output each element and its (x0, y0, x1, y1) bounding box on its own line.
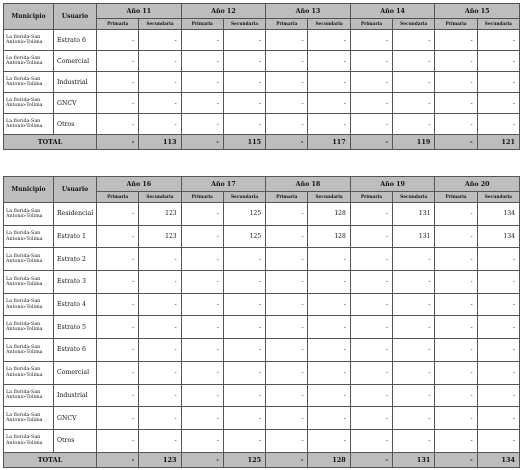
total-value-cell: 113 (139, 135, 181, 150)
header-municipio: Municipio (4, 4, 54, 30)
municipio-cell: La florida-San Antonio-Tolima (4, 316, 54, 339)
value-cell: - (181, 361, 223, 384)
value-cell: - (266, 316, 308, 339)
value-cell: - (350, 339, 392, 362)
value-cell: - (308, 407, 350, 430)
value-cell: - (393, 114, 435, 135)
subheader-primaria: Primaria (350, 19, 392, 30)
table-row (4, 51, 520, 72)
usuario-cell: GNCV (54, 93, 97, 114)
value-cell: - (181, 339, 223, 362)
value-cell: 131 (393, 203, 435, 226)
usuario-cell: Residencial (54, 203, 97, 226)
subheader-secundaria: Secundaria (308, 19, 350, 30)
value-cell: - (266, 114, 308, 135)
subheader-secundaria: Secundaria (223, 19, 265, 30)
value-cell: - (350, 293, 392, 316)
value-cell: - (97, 407, 139, 430)
value-cell: - (477, 316, 519, 339)
value-cell: - (223, 339, 265, 362)
value-cell: - (223, 72, 265, 93)
value-cell: - (350, 30, 392, 51)
value-cell: - (350, 271, 392, 294)
value-cell: - (266, 30, 308, 51)
subheader-secundaria: Secundaria (393, 19, 435, 30)
value-cell: - (266, 271, 308, 294)
header-year: Año 18 (266, 177, 351, 192)
value-cell: - (97, 30, 139, 51)
value-cell: - (181, 407, 223, 430)
value-cell: - (393, 30, 435, 51)
value-cell: - (308, 271, 350, 294)
municipio-cell: La florida-San Antonio-Tolima (4, 93, 54, 114)
value-cell: - (393, 72, 435, 93)
total-value-cell: - (97, 135, 139, 150)
total-value-cell: 115 (223, 135, 265, 150)
value-cell: - (139, 51, 181, 72)
table-row (4, 271, 520, 294)
total-value-cell: 125 (223, 452, 265, 467)
subheader-secundaria: Secundaria (477, 19, 519, 30)
value-cell: - (308, 293, 350, 316)
subheader-primaria: Primaria (97, 192, 139, 203)
value-cell: - (350, 51, 392, 72)
header-usuario: Usuario (54, 4, 97, 30)
value-cell: - (139, 248, 181, 271)
value-cell: - (223, 271, 265, 294)
municipio-cell: La florida-San Antonio-Tolima (4, 429, 54, 452)
municipio-cell: La florida-San Antonio-Tolima (4, 407, 54, 430)
value-cell: - (139, 72, 181, 93)
table-row (4, 339, 520, 362)
value-cell: - (139, 361, 181, 384)
value-cell: - (435, 429, 477, 452)
value-cell: - (477, 248, 519, 271)
value-cell: - (477, 407, 519, 430)
usuario-cell: Estrato 4 (54, 293, 97, 316)
value-cell: - (435, 93, 477, 114)
table-row (4, 293, 520, 316)
value-cell: - (97, 316, 139, 339)
header-year: Año 12 (181, 4, 266, 19)
value-cell: - (350, 93, 392, 114)
value-cell: - (181, 429, 223, 452)
value-cell: - (223, 248, 265, 271)
table-row (4, 316, 520, 339)
table-row (4, 384, 520, 407)
value-cell: - (139, 293, 181, 316)
value-cell: - (350, 429, 392, 452)
value-cell: - (393, 339, 435, 362)
value-cell: - (97, 361, 139, 384)
value-cell: - (266, 72, 308, 93)
total-value-cell: - (350, 452, 392, 467)
value-cell: - (266, 293, 308, 316)
value-cell: - (393, 271, 435, 294)
municipio-cell: La florida-San Antonio-Tolima (4, 72, 54, 93)
subheader-secundaria: Secundaria (223, 192, 265, 203)
value-cell: - (350, 72, 392, 93)
value-cell: - (139, 93, 181, 114)
value-cell: - (477, 93, 519, 114)
table-row (4, 407, 520, 430)
usuario-cell: Comercial (54, 361, 97, 384)
value-cell: - (350, 248, 392, 271)
value-cell: - (266, 203, 308, 226)
value-cell: - (350, 361, 392, 384)
value-cell: - (266, 51, 308, 72)
municipio-cell: La florida-San Antonio-Tolima (4, 271, 54, 294)
header-year: Año 20 (435, 177, 520, 192)
value-cell: 134 (477, 225, 519, 248)
value-cell: - (97, 72, 139, 93)
value-cell: - (393, 248, 435, 271)
value-cell: - (266, 361, 308, 384)
municipio-cell: La florida-San Antonio-Tolima (4, 384, 54, 407)
subheader-primaria: Primaria (97, 19, 139, 30)
value-cell: - (97, 293, 139, 316)
total-value-cell: - (266, 135, 308, 150)
header-usuario: Usuario (54, 177, 97, 203)
value-cell: - (181, 203, 223, 226)
municipio-cell: La florida-San Antonio-Tolima (4, 51, 54, 72)
value-cell: 134 (477, 203, 519, 226)
value-cell: - (266, 93, 308, 114)
value-cell: - (393, 384, 435, 407)
value-cell: - (181, 271, 223, 294)
table-body (4, 30, 520, 150)
total-value-cell: - (181, 135, 223, 150)
subheader-secundaria: Secundaria (139, 192, 181, 203)
value-cell: - (435, 225, 477, 248)
header-year: Año 14 (350, 4, 435, 19)
value-cell: - (435, 316, 477, 339)
table-row (4, 203, 520, 226)
value-cell: - (435, 114, 477, 135)
value-cell: - (350, 114, 392, 135)
subheader-primaria: Primaria (181, 19, 223, 30)
value-cell: - (477, 293, 519, 316)
value-cell: - (350, 203, 392, 226)
table-row (4, 361, 520, 384)
value-cell: - (435, 293, 477, 316)
value-cell: 125 (223, 203, 265, 226)
header-year: Año 19 (350, 177, 435, 192)
value-cell: - (97, 114, 139, 135)
municipio-cell: La florida-San Antonio-Tolima (4, 248, 54, 271)
value-cell: - (181, 225, 223, 248)
usuario-cell: Estrato 1 (54, 225, 97, 248)
value-cell: - (308, 93, 350, 114)
value-cell: - (139, 339, 181, 362)
total-value-cell: - (266, 452, 308, 467)
value-cell: - (308, 51, 350, 72)
header-year: Año 17 (181, 177, 266, 192)
value-cell: - (223, 30, 265, 51)
municipio-cell: La florida-San Antonio-Tolima (4, 361, 54, 384)
value-cell: - (393, 316, 435, 339)
header-year: Año 16 (97, 177, 182, 192)
value-cell: - (97, 248, 139, 271)
value-cell: - (223, 316, 265, 339)
value-cell: 131 (393, 225, 435, 248)
total-value-cell: 121 (477, 135, 519, 150)
subheader-primaria: Primaria (350, 192, 392, 203)
usuario-cell: Estrato 3 (54, 271, 97, 294)
municipio-cell: La florida-San Antonio-Tolima (4, 339, 54, 362)
value-cell: - (181, 384, 223, 407)
table-row (4, 114, 520, 135)
value-cell: - (393, 407, 435, 430)
subheader-primaria: Primaria (435, 192, 477, 203)
value-cell: - (97, 339, 139, 362)
table-row (4, 429, 520, 452)
value-cell: - (308, 248, 350, 271)
value-cell: - (181, 293, 223, 316)
value-cell: - (308, 339, 350, 362)
value-cell: - (181, 248, 223, 271)
value-cell: - (139, 384, 181, 407)
value-cell: - (477, 339, 519, 362)
value-cell: - (223, 293, 265, 316)
total-value-cell: - (97, 452, 139, 467)
table-row (4, 93, 520, 114)
value-cell: - (139, 114, 181, 135)
value-cell: - (393, 93, 435, 114)
value-cell: - (181, 72, 223, 93)
value-cell: - (97, 384, 139, 407)
value-cell: - (477, 30, 519, 51)
subheader-primaria: Primaria (181, 192, 223, 203)
subheader-secundaria: Secundaria (477, 192, 519, 203)
total-value-cell: 131 (393, 452, 435, 467)
municipio-cell: La florida-San Antonio-Tolima (4, 30, 54, 51)
header-year: Año 15 (435, 4, 520, 19)
subheader-secundaria: Secundaria (308, 192, 350, 203)
table-row (4, 225, 520, 248)
usuario-cell: Industrial (54, 384, 97, 407)
value-cell: - (223, 429, 265, 452)
value-cell: - (435, 203, 477, 226)
value-cell: - (477, 72, 519, 93)
subheader-primaria: Primaria (435, 19, 477, 30)
value-cell: - (308, 72, 350, 93)
value-cell: - (308, 361, 350, 384)
municipio-cell: La florida-San Antonio-Tolima (4, 203, 54, 226)
subheader-primaria: Primaria (266, 192, 308, 203)
value-cell: - (435, 51, 477, 72)
value-cell: - (308, 114, 350, 135)
value-cell: - (97, 429, 139, 452)
value-cell: - (477, 114, 519, 135)
value-cell: - (350, 316, 392, 339)
total-value-cell: - (435, 452, 477, 467)
value-cell: - (266, 248, 308, 271)
value-cell: - (477, 271, 519, 294)
value-cell: 128 (308, 203, 350, 226)
value-cell: - (350, 384, 392, 407)
value-cell: - (435, 271, 477, 294)
value-cell: - (435, 384, 477, 407)
value-cell: - (223, 361, 265, 384)
value-cell: - (308, 429, 350, 452)
value-cell: - (477, 429, 519, 452)
total-row (4, 452, 520, 467)
subheader-secundaria: Secundaria (393, 192, 435, 203)
value-cell: - (223, 51, 265, 72)
value-cell: - (139, 316, 181, 339)
value-cell: 128 (308, 225, 350, 248)
value-cell: - (393, 293, 435, 316)
value-cell: - (393, 429, 435, 452)
value-cell: 125 (223, 225, 265, 248)
total-value-cell: 128 (308, 452, 350, 467)
usuario-cell: Otros (54, 114, 97, 135)
value-cell: - (139, 271, 181, 294)
usuario-cell: Comercial (54, 51, 97, 72)
value-cell: - (308, 30, 350, 51)
usuario-cell: Estrato 5 (54, 316, 97, 339)
subheader-secundaria: Secundaria (139, 19, 181, 30)
value-cell: - (266, 384, 308, 407)
value-cell: - (266, 429, 308, 452)
projection-table-years-11-15 (3, 3, 520, 150)
value-cell: - (181, 93, 223, 114)
value-cell: - (97, 271, 139, 294)
value-cell: - (181, 51, 223, 72)
value-cell: - (435, 407, 477, 430)
value-cell: - (435, 361, 477, 384)
table-body (4, 203, 520, 468)
municipio-cell: La florida-San Antonio-Tolima (4, 225, 54, 248)
value-cell: - (139, 407, 181, 430)
value-cell: - (477, 361, 519, 384)
value-cell: - (97, 203, 139, 226)
total-value-cell: 119 (393, 135, 435, 150)
total-value-cell: - (350, 135, 392, 150)
value-cell: - (223, 93, 265, 114)
projection-table-years-16-20 (3, 176, 520, 468)
value-cell: - (97, 225, 139, 248)
total-value-cell: - (435, 135, 477, 150)
municipio-cell: La florida-San Antonio-Tolima (4, 114, 54, 135)
total-label: TOTAL (4, 135, 97, 150)
value-cell: - (223, 384, 265, 407)
value-cell: - (393, 361, 435, 384)
total-value-cell: 134 (477, 452, 519, 467)
value-cell: - (223, 407, 265, 430)
value-cell: - (181, 30, 223, 51)
header-year: Año 13 (266, 4, 351, 19)
usuario-cell: Estrato 6 (54, 339, 97, 362)
total-label: TOTAL (4, 452, 97, 467)
header-municipio: Municipio (4, 177, 54, 203)
value-cell: - (435, 248, 477, 271)
value-cell: - (139, 429, 181, 452)
municipio-cell: La florida-San Antonio-Tolima (4, 293, 54, 316)
value-cell: - (477, 384, 519, 407)
table-row (4, 72, 520, 93)
value-cell: - (435, 72, 477, 93)
subheader-primaria: Primaria (266, 19, 308, 30)
value-cell: 123 (139, 225, 181, 248)
table-row (4, 248, 520, 271)
usuario-cell: Otros (54, 429, 97, 452)
value-cell: - (266, 407, 308, 430)
value-cell: - (181, 316, 223, 339)
value-cell: - (223, 114, 265, 135)
total-value-cell: 117 (308, 135, 350, 150)
value-cell: 123 (139, 203, 181, 226)
value-cell: - (477, 51, 519, 72)
usuario-cell: Estrato 2 (54, 248, 97, 271)
value-cell: - (181, 114, 223, 135)
value-cell: - (97, 93, 139, 114)
value-cell: - (393, 51, 435, 72)
value-cell: - (308, 384, 350, 407)
usuario-cell: Industrial (54, 72, 97, 93)
value-cell: - (435, 339, 477, 362)
value-cell: - (139, 30, 181, 51)
value-cell: - (350, 407, 392, 430)
header-year: Año 11 (97, 4, 182, 19)
table-row (4, 30, 520, 51)
value-cell: - (308, 316, 350, 339)
value-cell: - (97, 51, 139, 72)
value-cell: - (435, 30, 477, 51)
total-value-cell: 123 (139, 452, 181, 467)
value-cell: - (266, 225, 308, 248)
usuario-cell: Estrato 6 (54, 30, 97, 51)
value-cell: - (350, 225, 392, 248)
total-value-cell: - (181, 452, 223, 467)
usuario-cell: GNCV (54, 407, 97, 430)
total-row (4, 135, 520, 150)
value-cell: - (266, 339, 308, 362)
